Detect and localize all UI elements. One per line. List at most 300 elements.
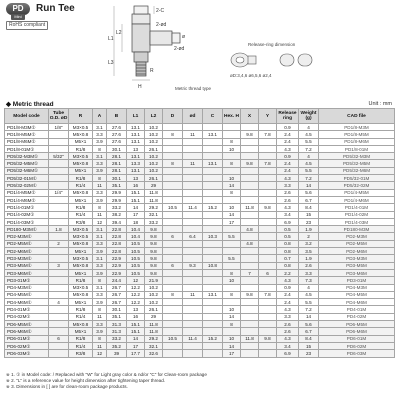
cell-model: PD2-M5M① <box>5 240 49 247</box>
table-row <box>5 328 395 335</box>
cell-cad[interactable]: PD180-M3M <box>319 226 395 233</box>
footnote-2: ※ 2. "L" is a reference value for height dimension after tightening taper thread. <box>6 378 166 383</box>
cell-w: 6.7 <box>299 196 319 203</box>
cell-l2: 26.1 <box>145 145 163 152</box>
cell-a: 3.9 <box>93 248 107 255</box>
cell-l1: 15.1 <box>127 321 145 328</box>
cell-c <box>203 277 223 284</box>
cell-cad[interactable]: PD2-M5M <box>319 240 395 247</box>
cell-l1: 12.2 <box>127 284 145 291</box>
table-row <box>5 175 395 182</box>
cell-h <box>223 240 241 247</box>
cell-h <box>223 328 241 335</box>
cell-l2: 29 <box>145 313 163 320</box>
cell-a: 3.1 <box>93 226 107 233</box>
cell-od: 3 <box>49 262 69 269</box>
cell-a: 3.9 <box>93 196 107 203</box>
cell-b: 35.2 <box>107 342 127 349</box>
table-row <box>5 240 395 247</box>
cell-model: PD1/8-M6M① <box>5 138 49 145</box>
footnote-3: ※ 3. Dimensions in [ ] are for clean-room package products. <box>6 384 128 389</box>
cell-d <box>163 138 183 145</box>
cell-r: M5×1 <box>69 248 93 255</box>
cell-rr: 3.4 <box>277 211 299 218</box>
cell-c <box>203 299 223 306</box>
cell-l2: 32.6 <box>145 350 163 357</box>
cell-cad[interactable]: PD2-M3M <box>319 233 395 240</box>
cell-dd <box>183 313 203 320</box>
cell-cad[interactable]: PD1/8-M6M <box>319 138 395 145</box>
cell-rr: 2.4 <box>277 138 299 145</box>
cell-w: 7.2 <box>299 175 319 182</box>
cell-cad[interactable]: PD3-M3M <box>319 255 395 262</box>
cell-r: M5×1 <box>69 138 93 145</box>
cell-l2: 10.2 <box>145 131 163 138</box>
cell-rr: 6.9 <box>277 350 299 357</box>
cell-c <box>203 328 223 335</box>
cell-d <box>163 167 183 174</box>
cell-y <box>259 233 277 240</box>
page-title: Run Tee <box>36 3 75 14</box>
cell-r: R1/4 <box>69 342 93 349</box>
cell-cad[interactable]: PD1/4-01M <box>319 204 395 211</box>
cell-b: 31.3 <box>107 321 127 328</box>
cell-d: 6 <box>163 262 183 269</box>
cell-od <box>49 269 69 276</box>
cell-dd <box>183 255 203 262</box>
spec-table <box>4 108 395 358</box>
cell-model: PD180-M3M① <box>5 226 49 233</box>
cell-h: 5.5 <box>223 233 241 240</box>
cell-w: 4.5 <box>299 291 319 298</box>
cell-dd <box>183 306 203 313</box>
cell-b: 22.9 <box>107 269 127 276</box>
cell-cad[interactable]: PD1/8-M3M <box>319 124 395 131</box>
cell-cad[interactable]: PD6-M6M <box>319 328 395 335</box>
dim-tag-h: H <box>138 84 142 90</box>
cell-cad[interactable]: PD4-M5M <box>319 291 395 298</box>
cell-x <box>241 153 259 160</box>
cell-x: 9.8 <box>241 131 259 138</box>
cell-y <box>259 196 277 203</box>
cell-y <box>259 277 277 284</box>
cell-l2: 9.8 <box>145 269 163 276</box>
cell-w: 5.5 <box>299 138 319 145</box>
cell-d <box>163 124 183 131</box>
cell-a: 8 <box>93 145 107 152</box>
run-tee-drawing <box>84 4 194 96</box>
cell-b: 29.9 <box>107 196 127 203</box>
cell-l2: 9.8 <box>145 233 163 240</box>
cell-model: PD5/32-01M① <box>5 175 49 182</box>
cell-l1: 13.1 <box>127 131 145 138</box>
cell-l1: 13.1 <box>127 153 145 160</box>
table-row <box>5 211 395 218</box>
cell-l1: 12.2 <box>127 299 145 306</box>
cell-l1: 10.5 <box>127 248 145 255</box>
cell-b: 26.7 <box>107 299 127 306</box>
logo-subtext: Mini <box>11 14 25 20</box>
cell-a: 3.9 <box>93 167 107 174</box>
cell-od <box>49 342 69 349</box>
cell-l1: 10.5 <box>127 255 145 262</box>
cell-y <box>259 255 277 262</box>
cell-cad[interactable]: PD5/32-02M <box>319 182 395 189</box>
cell-d <box>163 211 183 218</box>
cell-cad[interactable]: PD1/8-01M <box>319 145 395 152</box>
cell-a: 11 <box>93 313 107 320</box>
cell-l2: 9.8 <box>145 248 163 255</box>
cell-r: R1/4 <box>69 182 93 189</box>
cell-b: 22.9 <box>107 255 127 262</box>
cell-dd <box>183 321 203 328</box>
cell-r: R1/8 <box>69 306 93 313</box>
cell-b: 27.6 <box>107 131 127 138</box>
cell-model: PD3-01M① <box>5 277 49 284</box>
cell-h: 8 <box>223 321 241 328</box>
cell-x <box>241 167 259 174</box>
cell-h: 10 <box>223 204 241 211</box>
cell-od <box>49 248 69 255</box>
cell-rr: 0.9 <box>277 124 299 131</box>
cell-rr: 0.5 <box>277 226 299 233</box>
cell-od <box>49 350 69 357</box>
cell-l1: 10.5 <box>127 262 145 269</box>
cell-d <box>163 196 183 203</box>
cell-y <box>259 138 277 145</box>
cell-cad[interactable]: PD6-01M <box>319 335 395 342</box>
cell-a: 8 <box>93 335 107 342</box>
cell-r: R1/8 <box>69 277 93 284</box>
cell-w: 4 <box>299 153 319 160</box>
cell-od: 5/32" <box>49 153 69 160</box>
cell-l2: 32.1 <box>145 211 163 218</box>
cell-rr: 6.9 <box>277 218 299 225</box>
table-body <box>5 124 395 358</box>
cell-cad[interactable]: PD6-02M <box>319 342 395 349</box>
cell-y <box>259 167 277 174</box>
cell-od: 4 <box>49 299 69 306</box>
cell-model: PD5/32-M5M① <box>5 160 49 167</box>
cell-d <box>163 248 183 255</box>
cell-a: 3.3 <box>93 291 107 298</box>
cell-w: 5.6 <box>299 321 319 328</box>
cell-od <box>49 277 69 284</box>
cell-b: 35.1 <box>107 313 127 320</box>
cell-rr: 2.6 <box>277 321 299 328</box>
cell-y <box>259 189 277 196</box>
cell-cad[interactable]: PD2-M6M <box>319 248 395 255</box>
cell-model: PD3-M6M① <box>5 269 49 276</box>
cell-dd <box>183 269 203 276</box>
cell-w: 14 <box>299 313 319 320</box>
column-header: Release ring <box>277 109 299 124</box>
cell-l1: 13 <box>127 306 145 313</box>
cell-y <box>259 284 277 291</box>
table-row <box>5 299 395 306</box>
table-row <box>5 321 395 328</box>
cell-l1: 13.1 <box>127 138 145 145</box>
cell-h <box>223 248 241 255</box>
cell-x: 7 <box>241 269 259 276</box>
cell-d: 10.5 <box>163 204 183 211</box>
table-row <box>5 313 395 320</box>
cell-l2: 26.1 <box>145 306 163 313</box>
cell-x <box>241 299 259 306</box>
cell-w: 14 <box>299 182 319 189</box>
cell-rr: 2.6 <box>277 189 299 196</box>
dim-tag-phi: ø <box>182 34 186 40</box>
cell-a: 11 <box>93 182 107 189</box>
cell-a: 8 <box>93 277 107 284</box>
cell-y <box>259 226 277 233</box>
cell-od <box>49 182 69 189</box>
cell-x <box>241 321 259 328</box>
cell-w: 8.4 <box>299 335 319 342</box>
table-row <box>5 204 395 211</box>
footnote-1: ※ 1. ① in Model code: / Replaced with "W" for Light gray color & nd/or "C" for Clean-room package <box>6 372 207 377</box>
cell-h <box>223 226 241 233</box>
cell-rr: 2.4 <box>277 291 299 298</box>
cell-b: 22.8 <box>107 226 127 233</box>
cell-od <box>49 321 69 328</box>
cell-rr: 2.4 <box>277 167 299 174</box>
cell-od <box>49 211 69 218</box>
cell-b: 31.3 <box>107 328 127 335</box>
cell-h: 8 <box>223 138 241 145</box>
cell-r: M5×1 <box>69 196 93 203</box>
cell-d <box>163 313 183 320</box>
cell-b: 26.7 <box>107 291 127 298</box>
cell-c <box>203 218 223 225</box>
cell-rr: 0.7 <box>277 255 299 262</box>
cell-x: 11.8 <box>241 204 259 211</box>
cell-r: M3×0.5 <box>69 153 93 160</box>
cell-dd <box>183 226 203 233</box>
cell-d <box>163 306 183 313</box>
cell-x <box>241 328 259 335</box>
column-header: Model code <box>5 109 49 124</box>
cell-w: 5.5 <box>299 167 319 174</box>
cell-w: 5.6 <box>299 189 319 196</box>
cell-model: PD1/4-02M① <box>5 211 49 218</box>
cell-dd <box>183 218 203 225</box>
cell-od: 1/8" <box>49 124 69 131</box>
cell-a: 3.9 <box>93 299 107 306</box>
cell-cad[interactable]: PD4-01M <box>319 306 395 313</box>
cell-model: PD1/8-01M① <box>5 145 49 152</box>
cell-y: 7.8 <box>259 291 277 298</box>
cell-od: 6 <box>49 335 69 342</box>
cell-model: PD6-M6M① <box>5 328 49 335</box>
cell-w: 3.5 <box>299 248 319 255</box>
cell-rr: 4.3 <box>277 145 299 152</box>
cell-w: 7.3 <box>299 277 319 284</box>
cell-model: PD4-M3M① <box>5 284 49 291</box>
cell-cad[interactable]: PD1/4-03M <box>319 218 395 225</box>
cell-cad[interactable]: PD4-M6M <box>319 299 395 306</box>
cell-c <box>203 167 223 174</box>
table-row <box>5 218 395 225</box>
cell-od <box>49 145 69 152</box>
cell-cad[interactable]: PD6-M5M <box>319 321 395 328</box>
cell-h: 17 <box>223 350 241 357</box>
cell-l2: 10.2 <box>145 160 163 167</box>
cell-dd: 9.3 <box>183 262 203 269</box>
cell-d <box>163 145 183 152</box>
cell-c: 15.2 <box>203 335 223 342</box>
cell-l1: 10.5 <box>127 269 145 276</box>
cell-dd: 11 <box>183 291 203 298</box>
cell-model: PD3-M3M① <box>5 255 49 262</box>
cell-x <box>241 342 259 349</box>
cell-h <box>223 299 241 306</box>
column-header: Weight (g) <box>299 109 319 124</box>
table-row <box>5 233 395 240</box>
cell-rr: 2.6 <box>277 328 299 335</box>
cell-d <box>163 240 183 247</box>
column-header: L2 <box>145 109 163 124</box>
cell-cad[interactable]: PD5/32-M5M <box>319 160 395 167</box>
cell-x <box>241 124 259 131</box>
column-header: R <box>69 109 93 124</box>
cell-cad[interactable]: PD5/32-01M <box>319 175 395 182</box>
cell-dd: 6.4 <box>183 233 203 240</box>
cell-l2: 29.2 <box>145 204 163 211</box>
cell-w: 3.3 <box>299 269 319 276</box>
cell-l1: 17 <box>127 211 145 218</box>
cell-cad[interactable]: PD5/32-M6M <box>319 167 395 174</box>
cell-rr: 3.3 <box>277 182 299 189</box>
cell-cad[interactable]: PD3-M6M <box>319 269 395 276</box>
cell-x: 11.8 <box>241 335 259 342</box>
table-row <box>5 335 395 342</box>
table-row <box>5 277 395 284</box>
cell-b: 30.1 <box>107 306 127 313</box>
cell-cad[interactable]: PD1/8-M5M <box>319 131 395 138</box>
cell-model: PD1/4-01M① <box>5 204 49 211</box>
cell-h: 10 <box>223 277 241 284</box>
cell-l1: 15.1 <box>127 196 145 203</box>
cell-h: 8 <box>223 269 241 276</box>
cell-a: 3.3 <box>93 189 107 196</box>
cell-cad[interactable]: PD3-01M <box>319 277 395 284</box>
column-header: Y <box>259 109 277 124</box>
cell-y <box>259 262 277 269</box>
cell-y <box>259 153 277 160</box>
cell-x <box>241 262 259 269</box>
cell-dd <box>183 153 203 160</box>
cell-b: 33.2 <box>107 335 127 342</box>
cell-dd <box>183 277 203 284</box>
cell-d <box>163 284 183 291</box>
cell-d <box>163 269 183 276</box>
cell-od <box>49 233 69 240</box>
cell-model: PD2-M6M① <box>5 248 49 255</box>
cell-x <box>241 138 259 145</box>
cell-b: 22.8 <box>107 240 127 247</box>
cell-a: 3.9 <box>93 269 107 276</box>
cell-w: 23 <box>299 218 319 225</box>
table-row <box>5 262 395 269</box>
cell-r: M3×0.5 <box>69 124 93 131</box>
cell-od <box>49 167 69 174</box>
cell-r: M5×1 <box>69 167 93 174</box>
cell-l1: 17 <box>127 342 145 349</box>
table-row <box>5 138 395 145</box>
cell-w: 4.5 <box>299 160 319 167</box>
cell-dd <box>183 196 203 203</box>
cell-od <box>49 284 69 291</box>
cell-cad[interactable]: PD3-M5M <box>319 262 395 269</box>
cell-d <box>163 328 183 335</box>
cell-cad[interactable]: PD1/4-02M <box>319 211 395 218</box>
cell-cad[interactable]: PD4-M3M <box>319 284 395 291</box>
cell-c <box>203 269 223 276</box>
column-header: CAD file <box>319 109 395 124</box>
cell-h: 5.5 <box>223 255 241 262</box>
cell-cad[interactable]: PD1/4-M5M <box>319 189 395 196</box>
cell-r: M3×0.5 <box>69 284 93 291</box>
cell-model: PD3-M5M① <box>5 262 49 269</box>
cell-b: 39.4 <box>107 218 127 225</box>
cell-cad[interactable]: PD4-02M <box>319 313 395 320</box>
cell-dd <box>183 350 203 357</box>
column-header: ød <box>183 109 203 124</box>
cell-cad[interactable]: PD6-03M <box>319 350 395 357</box>
cell-model: PD4-01M① <box>5 306 49 313</box>
cell-r: M5×0.8 <box>69 321 93 328</box>
cell-c <box>203 138 223 145</box>
cell-dd <box>183 182 203 189</box>
cell-c <box>203 211 223 218</box>
table-row <box>5 226 395 233</box>
cell-h: 8 <box>223 291 241 298</box>
cell-od <box>49 175 69 182</box>
cell-r: M5×0.8 <box>69 131 93 138</box>
cell-b: 35.1 <box>107 182 127 189</box>
cell-dd <box>183 138 203 145</box>
cell-x <box>241 182 259 189</box>
cell-model: PD6-M5M① <box>5 321 49 328</box>
cell-r: R1/4 <box>69 313 93 320</box>
cell-model: PD4-02M① <box>5 313 49 320</box>
cell-l1: 17.7 <box>127 350 145 357</box>
cell-dd <box>183 189 203 196</box>
cell-dd <box>183 240 203 247</box>
cell-cad[interactable]: PD5/32-M3M <box>319 153 395 160</box>
cell-r: M5×1 <box>69 299 93 306</box>
cell-h <box>223 167 241 174</box>
cell-d: 6 <box>163 233 183 240</box>
column-header: L1 <box>127 109 145 124</box>
cell-model: PD5/32-02M① <box>5 182 49 189</box>
cell-l1: 16 <box>127 313 145 320</box>
cell-w: 23 <box>299 350 319 357</box>
cell-l1: 10.4 <box>127 226 145 233</box>
cell-dd <box>183 248 203 255</box>
cell-d <box>163 321 183 328</box>
cell-y <box>259 211 277 218</box>
cell-cad[interactable]: PD1/4-M6M <box>319 196 395 203</box>
cell-d <box>163 218 183 225</box>
cell-c <box>203 284 223 291</box>
cell-dd: 11.4 <box>183 204 203 211</box>
cell-l2: 9.8 <box>145 226 163 233</box>
cell-l1: 10.5 <box>127 240 145 247</box>
cell-c <box>203 342 223 349</box>
table-row <box>5 342 395 349</box>
